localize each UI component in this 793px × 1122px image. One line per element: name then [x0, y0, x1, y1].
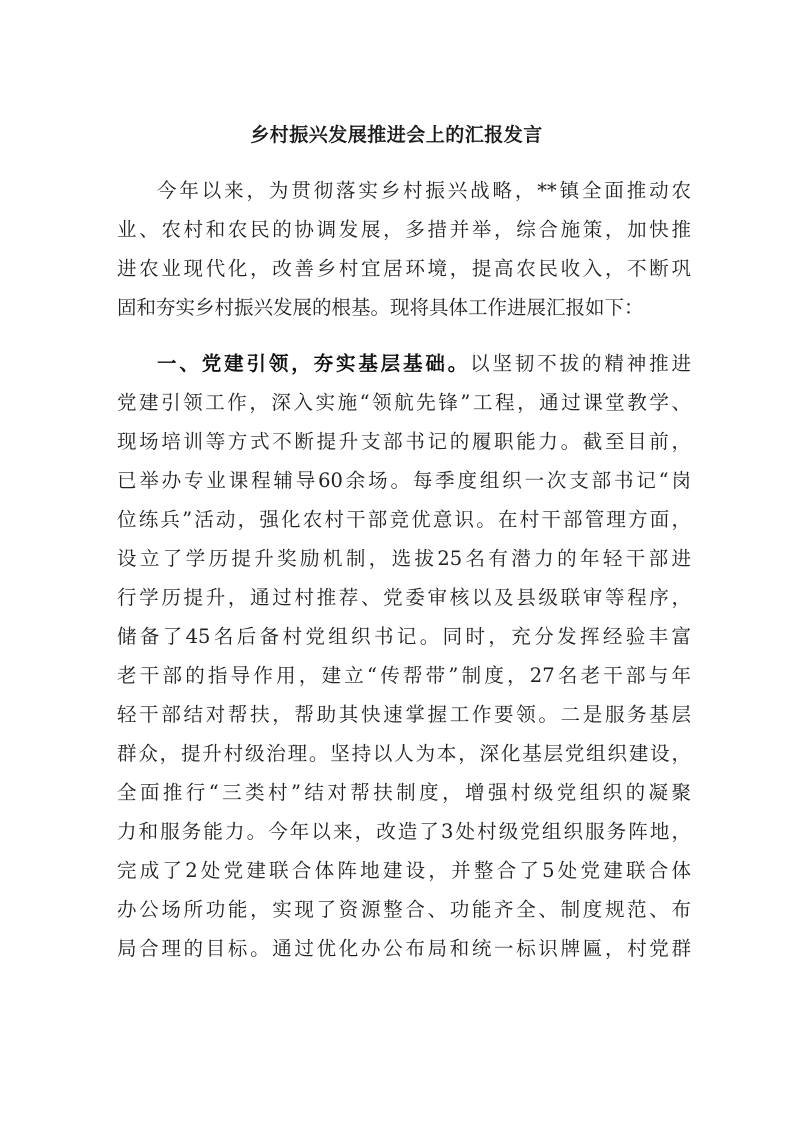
body-line: 党建引领工作，深入实施“领航先锋”工程，通过课堂教学、 — [117, 391, 691, 414]
body-line: 已举办专业课程辅导60余场。每季度组织一次支部书记“岗 — [117, 469, 691, 492]
body-line: 办公场所功能，实现了资源整合、功能齐全、制度规范、布 — [117, 898, 691, 921]
body-line: 力和服务能力。今年以来，改造了3处村级党组织服务阵地， — [117, 820, 691, 843]
section-one-heading: 一、党建引领，夯实基层基础。 — [157, 352, 471, 375]
section-one-first-line-text: 以坚韧不拔的精神推进 — [470, 352, 691, 375]
intro-line: 业、农村和农民的协调发展，多措并举，综合施策，加快推 — [117, 218, 691, 241]
intro-line: 今年以来，为贯彻落实乡村振兴战略，**镇全面推动农 — [157, 179, 691, 202]
section-one-first-line — [157, 350, 691, 378]
body-line: 局合理的目标。通过优化办公布局和统一标识牌匾，村党群 — [117, 937, 691, 960]
body-line: 群众，提升村级治理。坚持以人为本，深化基层党组织建设， — [117, 742, 691, 765]
body-line: 储备了45名后备村党组织书记。同时，充分发挥经验丰富 — [117, 625, 691, 648]
body-line: 设立了学历提升奖励机制，选拔25名有潜力的年轻干部进 — [117, 547, 691, 570]
body-line: 现场培训等方式不断提升支部书记的履职能力。截至目前， — [117, 430, 691, 453]
body-line: 轻干部结对帮扶，帮助其快速掌握工作要领。二是服务基层 — [117, 703, 691, 726]
intro-line: 进农业现代化，改善乡村宜居环境，提高农民收入，不断巩 — [117, 257, 691, 280]
body-line: 位练兵”活动，强化农村干部竞优意识。在村干部管理方面， — [117, 508, 691, 531]
body-line: 老干部的指导作用，建立“传帮带”制度，27名老干部与年 — [117, 664, 691, 687]
intro-line: 固和夯实乡村振兴发展的根基。现将具体工作进展汇报如下： — [117, 296, 644, 319]
document-title: 乡村振兴发展推进会上的汇报发言 — [250, 124, 543, 146]
body-line: 全面推行“三类村”结对帮扶制度，增强村级党组织的凝聚 — [117, 781, 691, 804]
body-line: 行学历提升，通过村推荐、党委审核以及县级联审等程序， — [117, 586, 691, 609]
body-line: 完成了2处党建联合体阵地建设，并整合了5处党建联合体 — [117, 859, 691, 882]
